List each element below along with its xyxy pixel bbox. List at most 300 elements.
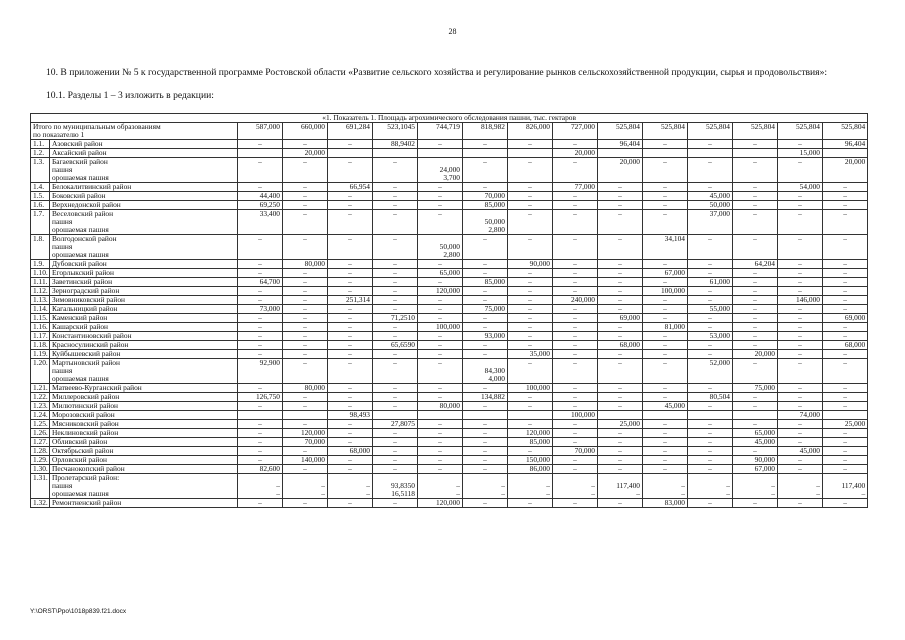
- cell-sub-value: [735, 174, 775, 182]
- cell-value: [283, 305, 328, 314]
- cell-value: [733, 305, 778, 314]
- region-name-line: Константиновский район: [52, 331, 132, 340]
- cell-main-value: 70,000: [574, 446, 595, 455]
- cell-main-value: –: [798, 286, 802, 295]
- cell-main-value: –: [528, 392, 532, 401]
- cell-main-value: –: [258, 313, 262, 322]
- cell-value: [328, 269, 373, 278]
- cell-sub-value: [690, 218, 730, 226]
- cell-value: [778, 278, 823, 287]
- cell-value: [823, 140, 868, 149]
- indicator-table: [30, 113, 868, 508]
- cell-main-value: 68,000: [844, 340, 866, 349]
- region-name-line: Верхнедонской район: [52, 200, 121, 209]
- cell-main-value: –: [573, 209, 577, 218]
- cell-main-value: –: [573, 234, 577, 243]
- cell-main-value: –: [663, 157, 667, 166]
- cell-main-value: –: [438, 340, 442, 349]
- cell-value: [598, 305, 643, 314]
- cell-value: [283, 456, 328, 465]
- cell-value: [463, 140, 508, 149]
- cell-value: [508, 411, 553, 420]
- cell-main-value: 75,000: [754, 383, 775, 392]
- cell-value: [733, 420, 778, 429]
- cell-main-value: –: [393, 428, 397, 437]
- cell-main-value: 80,000: [304, 383, 325, 392]
- cell-value: [418, 429, 463, 438]
- table-row: [31, 499, 868, 508]
- cell-main-value: [690, 149, 730, 157]
- cell-sub-value: 24,000: [439, 165, 460, 174]
- cell-main-value: 86,000: [529, 464, 550, 473]
- cell-main-value: –: [618, 383, 622, 392]
- table-row: [31, 314, 868, 323]
- cell-value: [463, 183, 508, 192]
- cell-main-value: –: [438, 200, 442, 209]
- region-name-line: Куйбышевский район: [52, 349, 121, 358]
- cell-value: [463, 296, 508, 305]
- cell-value: [733, 465, 778, 474]
- cell-value: [643, 350, 688, 359]
- land-type-label: пашня: [52, 366, 73, 375]
- row-number: 1.27.: [31, 438, 50, 447]
- cell-value: [598, 332, 643, 341]
- table-row: [31, 158, 868, 183]
- cell-value: [463, 210, 508, 235]
- table-row: [31, 359, 868, 384]
- cell-value: [508, 341, 553, 350]
- cell-value: [643, 210, 688, 235]
- cell-value: [643, 296, 688, 305]
- cell-value: [823, 499, 868, 508]
- cell-main-value: –: [708, 419, 712, 428]
- cell-main-value: 45,000: [799, 446, 820, 455]
- cell-value: [823, 305, 868, 314]
- cell-main-value: –: [798, 331, 802, 340]
- region-name: [50, 332, 238, 341]
- cell-value: [778, 183, 823, 192]
- cell-main-value: 33,400: [259, 209, 280, 218]
- cell-value: [508, 359, 553, 384]
- cell-sub-value: [645, 218, 685, 226]
- cell-main-value: –: [393, 295, 397, 304]
- cell-value: [283, 465, 328, 474]
- table-row: [31, 420, 868, 429]
- cell-value: [553, 393, 598, 402]
- cell-value: [283, 183, 328, 192]
- cell-main-value: 20,000: [304, 148, 325, 157]
- cell-value: [553, 323, 598, 332]
- cell-value: [328, 420, 373, 429]
- cell-main-value: –: [348, 349, 352, 358]
- cell-value: [238, 465, 283, 474]
- cell-main-value: 25,000: [844, 419, 866, 428]
- cell-main-value: –: [393, 437, 397, 446]
- cell-main-value: 55,000: [709, 304, 730, 313]
- cell-value: [283, 474, 328, 499]
- cell-value: [733, 499, 778, 508]
- cell-main-value: –: [438, 182, 442, 191]
- cell-value: [463, 341, 508, 350]
- table-row: [31, 201, 868, 210]
- cell-main-value: –: [753, 313, 757, 322]
- cell-value: [373, 359, 418, 384]
- cell-value: [553, 305, 598, 314]
- cell-main-value: [465, 411, 505, 419]
- cell-main-value: –: [843, 383, 847, 392]
- cell-main-value: 73,000: [259, 304, 280, 313]
- cell-sub-value: –: [861, 489, 866, 498]
- cell-main-value: 74,000: [799, 410, 820, 419]
- cell-value: [373, 210, 418, 235]
- cell-main-value: –: [843, 304, 847, 313]
- cell-main-value: 70,000: [484, 191, 505, 200]
- cell-value: [643, 192, 688, 201]
- cell-value: [373, 278, 418, 287]
- cell-value: [643, 429, 688, 438]
- cell-main-value: –: [708, 234, 712, 243]
- cell-main-value: –: [843, 277, 847, 286]
- cell-main-value: –: [708, 446, 712, 455]
- cell-value: [238, 305, 283, 314]
- cell-value: [733, 384, 778, 393]
- cell-value: [283, 235, 328, 260]
- cell-main-value: –: [663, 304, 667, 313]
- cell-main-value: –: [618, 331, 622, 340]
- cell-main-value: –: [663, 349, 667, 358]
- row-number: 1.6.: [31, 201, 50, 210]
- cell-sub-value: [375, 251, 415, 259]
- cell-main-value: –: [483, 428, 487, 437]
- cell-value: [688, 420, 733, 429]
- cell-value: [688, 350, 733, 359]
- region-name: [50, 499, 238, 508]
- cell-main-value: –: [438, 349, 442, 358]
- cell-value: [553, 149, 598, 158]
- cell-value: [733, 359, 778, 384]
- cell-value: [508, 447, 553, 456]
- cell-value: [823, 323, 868, 332]
- cell-main-value: [240, 149, 280, 157]
- cell-main-value: –: [438, 313, 442, 322]
- cell-sub-value: [375, 174, 415, 182]
- cell-main-value: 50,000: [709, 200, 730, 209]
- region-name: [50, 384, 238, 393]
- cell-value: [508, 402, 553, 411]
- cell-sub-value: [555, 174, 595, 182]
- total-value: 744,719: [418, 123, 463, 140]
- cell-sub-value: 3,700: [443, 173, 460, 182]
- cell-main-value: –: [663, 464, 667, 473]
- cell-main-value: [330, 474, 370, 482]
- region-name-line: Кашарский район: [52, 322, 108, 331]
- cell-main-value: –: [258, 455, 262, 464]
- region-name: [50, 429, 238, 438]
- cell-value: [328, 183, 373, 192]
- cell-main-value: –: [303, 295, 307, 304]
- cell-value: [508, 183, 553, 192]
- cell-value: [733, 210, 778, 235]
- cell-main-value: 70,000: [304, 437, 325, 446]
- cell-value: [373, 314, 418, 323]
- cell-sub-value: [240, 218, 280, 226]
- cell-value: [778, 201, 823, 210]
- cell-value: [778, 269, 823, 278]
- cell-main-value: –: [573, 200, 577, 209]
- cell-main-value: –: [348, 464, 352, 473]
- cell-main-value: –: [573, 437, 577, 446]
- cell-value: [778, 350, 823, 359]
- cell-value: [553, 210, 598, 235]
- cell-sub-value: [600, 166, 640, 174]
- region-name: [50, 158, 238, 183]
- cell-main-value: [825, 149, 865, 157]
- cell-sub-value: [465, 251, 505, 259]
- cell-main-value: [285, 411, 325, 419]
- region-name-line: Зимовниковский район: [52, 295, 125, 304]
- cell-main-value: [735, 474, 775, 482]
- cell-main-value: –: [663, 455, 667, 464]
- cell-value: [598, 393, 643, 402]
- cell-value: [373, 393, 418, 402]
- cell-value: [508, 474, 553, 499]
- cell-value: [598, 456, 643, 465]
- cell-value: [418, 149, 463, 158]
- table-row: [31, 411, 868, 420]
- land-type-label: пашня: [52, 242, 73, 251]
- cell-value: [373, 429, 418, 438]
- cell-main-value: 96,404: [619, 139, 640, 148]
- cell-value: [283, 350, 328, 359]
- cell-sub-value: [330, 166, 370, 174]
- cell-main-value: –: [708, 295, 712, 304]
- cell-main-value: –: [258, 428, 262, 437]
- region-name-line: Пролетарский район:: [52, 473, 120, 482]
- cell-main-value: –: [483, 498, 487, 507]
- cell-sub-value: [330, 226, 370, 234]
- cell-main-value: –: [708, 139, 712, 148]
- cell-main-value: 20,000: [619, 157, 640, 166]
- cell-sub-value: [645, 375, 685, 383]
- region-name-line: Боковский район: [52, 191, 106, 200]
- cell-main-value: [600, 149, 640, 157]
- cell-main-value: –: [528, 200, 532, 209]
- cell-sub-value: [645, 166, 685, 174]
- region-name: [50, 393, 238, 402]
- cell-main-value: –: [483, 313, 487, 322]
- cell-main-value: –: [393, 349, 397, 358]
- cell-main-value: –: [663, 209, 667, 218]
- cell-value: [778, 314, 823, 323]
- region-name: [50, 456, 238, 465]
- cell-value: [508, 149, 553, 158]
- cell-value: [328, 350, 373, 359]
- cell-value: [778, 305, 823, 314]
- cell-sub-value: [600, 367, 640, 375]
- cell-value: [418, 278, 463, 287]
- cell-main-value: –: [348, 259, 352, 268]
- cell-value: [778, 393, 823, 402]
- cell-main-value: –: [618, 191, 622, 200]
- table-caption: «1. Показатель 1. Площадь агрохимического обследования пашни, тыс. гектаров: [31, 114, 868, 123]
- region-name: [50, 260, 238, 269]
- cell-main-value: –: [843, 191, 847, 200]
- cell-value: [373, 158, 418, 183]
- cell-value: [778, 287, 823, 296]
- row-number: 1.8.: [31, 235, 50, 260]
- cell-main-value: –: [573, 428, 577, 437]
- cell-value: [823, 429, 868, 438]
- cell-value: [778, 411, 823, 420]
- cell-value: [553, 411, 598, 420]
- land-type-label: пашня: [52, 481, 73, 490]
- cell-value: [688, 359, 733, 384]
- cell-value: [238, 499, 283, 508]
- cell-sub-value: [510, 375, 550, 383]
- cell-value: [733, 140, 778, 149]
- cell-main-value: 71,2510: [390, 313, 415, 322]
- region-name: [50, 305, 238, 314]
- cell-value: [778, 296, 823, 305]
- cell-sub-value: [780, 251, 820, 259]
- cell-value: [238, 323, 283, 332]
- cell-main-value: 93,000: [484, 331, 505, 340]
- cell-sub-value: –: [456, 489, 460, 498]
- cell-value: [283, 341, 328, 350]
- cell-value: [373, 402, 418, 411]
- cell-sub-value: [510, 218, 550, 226]
- cell-sub-value: [735, 243, 775, 251]
- cell-value: [418, 393, 463, 402]
- total-value: 587,000: [238, 123, 283, 140]
- cell-value: [598, 447, 643, 456]
- cell-value: [328, 323, 373, 332]
- cell-sub-value: 50,000: [439, 242, 460, 251]
- cell-main-value: 25,000: [619, 419, 640, 428]
- cell-main-value: –: [573, 157, 577, 166]
- cell-value: [238, 429, 283, 438]
- cell-value: [688, 296, 733, 305]
- cell-main-value: –: [438, 392, 442, 401]
- cell-value: [418, 465, 463, 474]
- cell-value: [598, 420, 643, 429]
- cell-value: [688, 201, 733, 210]
- cell-value: [688, 314, 733, 323]
- cell-main-value: –: [303, 191, 307, 200]
- cell-value: [553, 420, 598, 429]
- cell-main-value: –: [348, 322, 352, 331]
- row-number: 1.7.: [31, 210, 50, 235]
- row-number: 1.18.: [31, 341, 50, 350]
- cell-sub-value: [825, 218, 865, 226]
- cell-value: [733, 350, 778, 359]
- cell-value: [463, 350, 508, 359]
- cell-main-value: –: [843, 358, 847, 367]
- cell-sub-value: [600, 218, 640, 226]
- region-name-line: Азовский район: [52, 139, 103, 148]
- cell-main-value: 85,000: [484, 200, 505, 209]
- cell-main-value: –: [843, 295, 847, 304]
- cell-value: [598, 278, 643, 287]
- cell-value: [373, 269, 418, 278]
- cell-main-value: –: [843, 446, 847, 455]
- cell-value: [418, 341, 463, 350]
- cell-value: [508, 350, 553, 359]
- cell-main-value: –: [753, 268, 757, 277]
- land-type-label: орошаемая пашня: [52, 173, 109, 182]
- cell-sub-value: [690, 251, 730, 259]
- land-type-label: орошаемая пашня: [52, 250, 109, 259]
- cell-main-value: –: [438, 428, 442, 437]
- cell-main-value: [645, 474, 685, 482]
- cell-value: [373, 411, 418, 420]
- cell-value: [598, 183, 643, 192]
- region-name: [50, 447, 238, 456]
- cell-value: [553, 158, 598, 183]
- cell-sub-value: [735, 251, 775, 259]
- cell-value: [418, 420, 463, 429]
- cell-sub-value: [465, 243, 505, 251]
- cell-main-value: –: [618, 446, 622, 455]
- cell-value: [598, 192, 643, 201]
- cell-main-value: –: [663, 340, 667, 349]
- cell-value: [508, 192, 553, 201]
- cell-main-value: –: [573, 304, 577, 313]
- cell-value: [238, 192, 283, 201]
- cell-value: [823, 332, 868, 341]
- cell-main-value: –: [843, 322, 847, 331]
- cell-main-value: –: [438, 437, 442, 446]
- cell-main-value: –: [798, 383, 802, 392]
- cell-value: [373, 499, 418, 508]
- cell-value: [553, 201, 598, 210]
- region-name-line: Дубовский район: [52, 259, 107, 268]
- row-number: 1.26.: [31, 429, 50, 438]
- row-number: 1.17.: [31, 332, 50, 341]
- cell-value: [373, 260, 418, 269]
- cell-main-value: –: [798, 157, 802, 166]
- cell-value: [508, 235, 553, 260]
- cell-main-value: 85,000: [484, 277, 505, 286]
- cell-main-value: 120,000: [435, 498, 460, 507]
- cell-value: [508, 158, 553, 183]
- cell-main-value: 251,314: [345, 295, 370, 304]
- cell-value: [823, 465, 868, 474]
- cell-value: [463, 447, 508, 456]
- table-row: [31, 332, 868, 341]
- cell-main-value: [645, 149, 685, 157]
- cell-sub-value: [645, 243, 685, 251]
- cell-main-value: –: [303, 209, 307, 218]
- cell-value: [823, 235, 868, 260]
- cell-main-value: –: [303, 401, 307, 410]
- cell-sub-value: 4,000: [488, 374, 505, 383]
- cell-value: [643, 158, 688, 183]
- cell-value: [598, 158, 643, 183]
- cell-value: [643, 149, 688, 158]
- cell-main-value: –: [303, 419, 307, 428]
- cell-value: [238, 235, 283, 260]
- cell-value: [328, 210, 373, 235]
- cell-main-value: 98,493: [349, 410, 370, 419]
- region-name-line: Миллеровский район: [52, 392, 120, 401]
- cell-main-value: –: [393, 304, 397, 313]
- cell-main-value: –: [528, 401, 532, 410]
- cell-main-value: –: [303, 498, 307, 507]
- cell-value: [778, 192, 823, 201]
- cell-main-value: 100,000: [525, 383, 550, 392]
- cell-sub-value: [285, 243, 325, 251]
